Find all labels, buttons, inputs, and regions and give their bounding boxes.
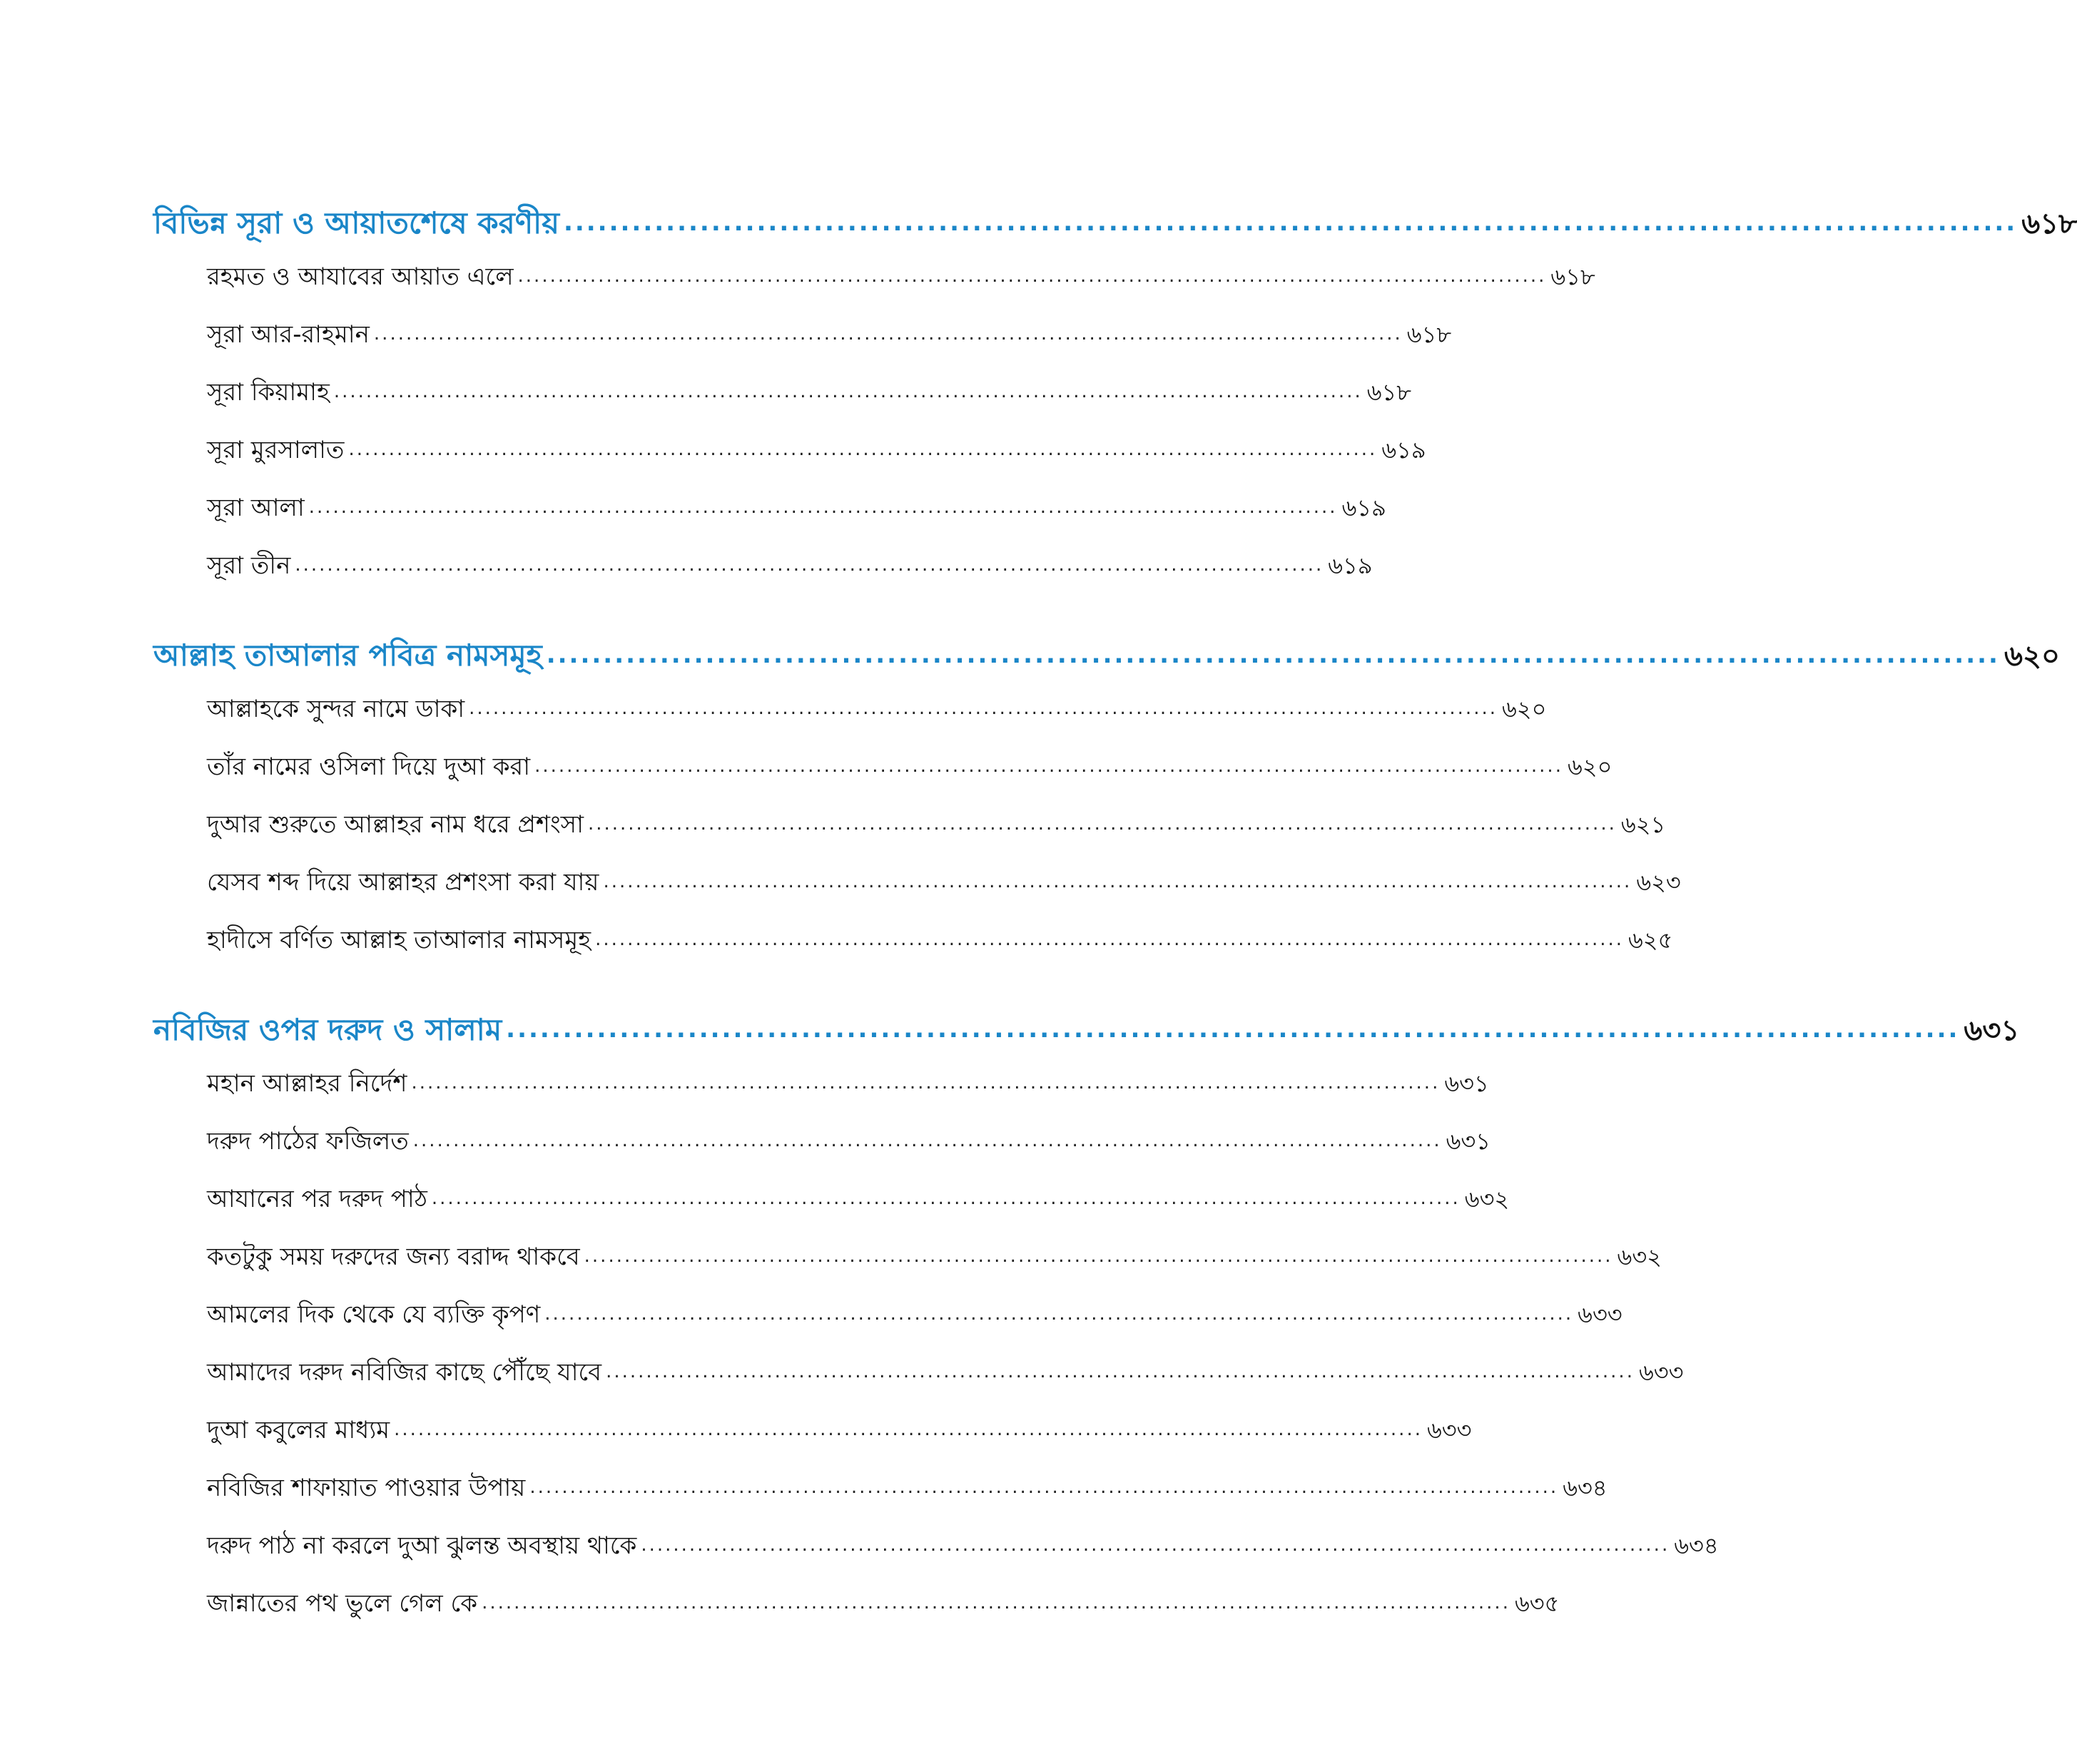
toc-entry[interactable]	[153, 864, 1681, 922]
entry-title: দুআ কবুলের মাধ্যম	[207, 1416, 390, 1444]
entry-title: জান্নাতের পথ ভুলে গেল কে	[207, 1589, 478, 1618]
entry-title: হাদীসে বর্ণিত আল্লাহ তাআলার নামসমূহ	[207, 926, 591, 954]
dot-leader: ................................................................................................................................	[506, 1015, 1960, 1044]
section-page-number: ৬৩১	[1964, 1014, 2020, 1047]
entry-page-number: ৬৩৫	[1514, 1590, 1560, 1617]
toc-section	[153, 200, 2077, 605]
toc-entry[interactable]	[153, 748, 1613, 806]
entry-page-number: ৬২৫	[1628, 927, 1673, 954]
toc-entry[interactable]	[153, 1065, 1489, 1123]
section-heading[interactable]	[153, 1006, 2020, 1065]
toc-entry[interactable]	[153, 922, 1673, 979]
entry-title: সূরা আর-রাহমান	[207, 320, 370, 349]
dot-leader: ................................................................................................................................	[603, 871, 1632, 892]
entry-title: সূরা আলা	[207, 494, 305, 522]
toc-entry[interactable]	[153, 432, 1426, 489]
entry-title: যেসব শব্দ দিয়ে আল্লাহর প্রশংসা করা যায়	[207, 868, 599, 897]
entry-title: রহমত ও আযাবের আয়াত এলে	[207, 262, 514, 291]
section-page-number: ৬২০	[2004, 640, 2060, 673]
entry-title: নবিজির শাফায়াত পাওয়ার উপায়	[207, 1474, 526, 1502]
entry-page-number: ৬১৮	[1550, 263, 1595, 290]
entry-title: দুআর শুরুতে আল্লাহর নাম ধরে প্রশংসা	[207, 810, 584, 839]
dot-leader: ................................................................................................................................	[394, 1419, 1423, 1440]
dot-leader: ................................................................................................................................	[517, 265, 1547, 287]
entry-page-number: ৬৩৪	[1674, 1532, 1719, 1559]
entry-title: দরুদ পাঠ না করলে দুআ ঝুলন্ত অবস্থায় থাকে	[207, 1531, 637, 1560]
dot-leader: ................................................................................................................................	[563, 208, 2018, 237]
entry-title: তাঁর নামের ওসিলা দিয়ে দুআ করা	[207, 753, 531, 781]
dot-leader: ................................................................................................................................	[295, 554, 1324, 576]
section-title: আল্লাহ তাআলার পবিত্র নামসমূহ	[153, 638, 542, 673]
dot-leader: ................................................................................................................................	[529, 1477, 1559, 1498]
section-heading[interactable]	[153, 632, 2060, 690]
entry-page-number: ৬৩৩	[1638, 1359, 1684, 1386]
dot-leader: ................................................................................................................................	[469, 698, 1498, 719]
toc-entry[interactable]	[153, 489, 1386, 547]
toc-entry[interactable]	[153, 1412, 1472, 1469]
entry-title: সূরা কিয়ামাহ	[207, 378, 330, 407]
table-of-contents	[153, 200, 2077, 1670]
entry-title: সূরা তীন	[207, 551, 291, 580]
entry-page-number: ৬১৯	[1328, 552, 1373, 579]
entry-page-number: ৬২০	[1567, 753, 1613, 780]
toc-entry[interactable]	[153, 258, 1595, 316]
section-title: বিভিন্ন সূরা ও আয়াতশেষে করণীয়	[153, 205, 559, 240]
section-title: নবিজির ওপর দরুদ ও সালাম	[153, 1012, 502, 1047]
entry-title: আল্লাহকে সুন্দর নামে ডাকা	[207, 695, 465, 723]
toc-entry[interactable]	[153, 1181, 1510, 1238]
dot-leader: ................................................................................................................................	[308, 496, 1338, 518]
dot-leader: ................................................................................................................................	[587, 813, 1617, 835]
entry-title: আমাদের দরুদ নবিজির কাছে পৌঁছে যাবে	[207, 1358, 602, 1387]
entry-page-number: ৬১৯	[1341, 494, 1386, 521]
dot-leader: ................................................................................................................................	[584, 1245, 1613, 1267]
entry-title: দরুদ পাঠের ফজিলত	[207, 1127, 409, 1156]
toc-entry[interactable]	[153, 316, 1452, 374]
entry-page-number: ৬৩৩	[1578, 1301, 1623, 1328]
entry-page-number: ৬১৯	[1381, 437, 1426, 464]
dot-leader: ................................................................................................................................	[482, 1592, 1510, 1613]
entry-title: কতটুকু সময় দরুদের জন্য বরাদ্দ থাকবে	[207, 1243, 580, 1271]
dot-leader: ................................................................................................................................	[431, 1188, 1461, 1209]
entry-page-number: ৬৩১	[1444, 1070, 1489, 1097]
entry-page-number: ৬৩২	[1617, 1243, 1662, 1270]
entry-page-number: ৬২৩	[1636, 869, 1681, 896]
toc-entry[interactable]	[153, 1585, 1560, 1643]
entry-page-number: ৬২০	[1501, 695, 1547, 723]
toc-entry[interactable]	[153, 1296, 1623, 1354]
dot-leader: ................................................................................................................................	[348, 439, 1378, 460]
toc-entry[interactable]	[153, 1469, 1608, 1527]
toc-entry[interactable]	[153, 547, 1373, 605]
toc-entry[interactable]	[153, 374, 1412, 432]
dot-leader: ................................................................................................................................	[544, 1303, 1574, 1325]
entry-title: আযানের পর দরুদ পাঠ	[207, 1185, 427, 1213]
toc-entry[interactable]	[153, 806, 1666, 864]
toc-entry[interactable]	[153, 1123, 1491, 1181]
toc-entry[interactable]	[153, 1238, 1662, 1296]
section-page-number: ৬১৮	[2021, 208, 2077, 240]
toc-entry[interactable]	[153, 690, 1547, 748]
dot-leader: ................................................................................................................................	[595, 929, 1624, 950]
toc-entry[interactable]	[153, 1527, 1719, 1585]
entry-page-number: ৬১৮	[1406, 321, 1452, 348]
dot-leader: ................................................................................................................................	[546, 641, 2000, 669]
toc-section	[153, 1006, 2020, 1643]
dot-leader: ................................................................................................................................	[411, 1072, 1441, 1093]
dot-leader: ................................................................................................................................	[641, 1534, 1670, 1556]
dot-leader: ................................................................................................................................	[412, 1130, 1442, 1151]
toc-entry[interactable]	[153, 1354, 1684, 1412]
entry-title: সূরা মুরসালাত	[207, 436, 345, 464]
entry-page-number: ৬৩৪	[1563, 1474, 1608, 1502]
entry-page-number: ৬৩১	[1446, 1128, 1491, 1155]
dot-leader: ................................................................................................................................	[534, 755, 1563, 777]
section-heading[interactable]	[153, 200, 2077, 258]
dot-leader: ................................................................................................................................	[606, 1361, 1635, 1382]
dot-leader: ................................................................................................................................	[333, 381, 1363, 402]
entry-page-number: ৬১৮	[1366, 379, 1412, 406]
dot-leader: ................................................................................................................................	[373, 323, 1403, 345]
entry-page-number: ৬২১	[1620, 811, 1666, 838]
entry-title: মহান আল্লাহর নির্দেশ	[207, 1069, 407, 1098]
entry-title: আমলের দিক থেকে যে ব্যক্তি কৃপণ	[207, 1300, 541, 1329]
toc-section	[153, 632, 2060, 979]
entry-page-number: ৬৩৩	[1426, 1417, 1472, 1444]
entry-page-number: ৬৩২	[1464, 1186, 1510, 1213]
